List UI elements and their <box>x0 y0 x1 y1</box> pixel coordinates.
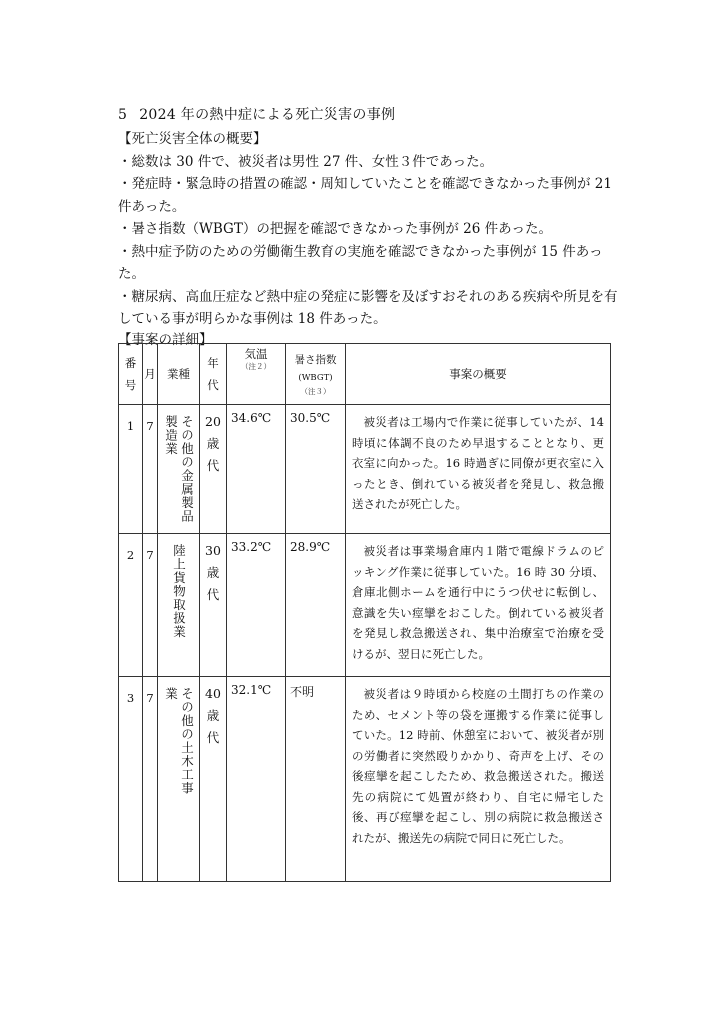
case-temperature: 32.1℃ <box>227 677 286 882</box>
case-month: 7 <box>143 405 158 534</box>
header-number-bottom: 号 <box>124 378 137 392</box>
case-industry: その他の金属製品製造業 <box>163 415 195 523</box>
case-age-suffix: 代 <box>206 587 220 602</box>
header-age-top: 年 <box>207 356 219 370</box>
table-row <box>119 534 611 677</box>
case-description: 被災者は事業場倉庫内１階で電線ドラムのピッキング作業に従事していた。16 時 30 分頃、倉庫北側ホームを通行中にうつ伏せに転倒し、意識を失い痙攣をおこした。倒れている被災者を発見し救急搬送され、集中治療室で治療を受けるが、翌日に死亡した。 <box>346 534 611 677</box>
header-month: 月 <box>143 344 158 405</box>
case-description: 被災者は９時頃から校庭の土間打ちの作業のため、セメント等の袋を運搬する作業に従事していた。12 時前、休憩室において、被災者が別の労働者に突然殴りかかり、奇声を上げ、その後痙攣を起こしたため、救急搬送された。搬送先の病院にて処置が終わり、自宅に帰宅した後、再び痙攣を起こし、別の病院に救急搬送されたが、搬送先の病院で同日に死亡した。 <box>346 677 611 882</box>
case-age-number: 30 <box>205 543 221 558</box>
case-age-unit: 歳 <box>206 436 220 451</box>
header-temperature-note: （注２） <box>241 362 271 371</box>
case-wbgt: 28.9℃ <box>286 534 346 677</box>
header-age-bottom: 代 <box>207 378 219 392</box>
section-heading <box>118 104 395 124</box>
case-age-number: 40 <box>205 686 221 701</box>
case-industry-cell <box>158 677 200 882</box>
case-age-suffix: 代 <box>206 730 220 745</box>
case-temperature: 33.2℃ <box>227 534 286 677</box>
header-temperature <box>227 344 286 405</box>
case-description: 被災者は工場内で作業に従事していたが、14 時頃に体調不良のため早退することとなり、更衣室に向かった。16 時過ぎに同僚が更衣室に入ったとき、倒れている被災者を発見し、救急搬送されたが死亡した。 <box>346 405 611 534</box>
case-number: 1 <box>119 405 143 534</box>
summary-item: ・熱中症予防のための労働衛生教育の実施を確認できなかった事例が 15 件あった。 <box>118 243 603 282</box>
case-industry: 陸上貨物取扱業 <box>171 544 187 639</box>
header-summary: 事案の概要 <box>346 344 611 405</box>
case-wbgt: 30.5℃ <box>286 405 346 534</box>
case-table <box>118 343 611 882</box>
case-industry-cell <box>158 405 200 534</box>
summary-block <box>118 128 618 331</box>
summary-item: ・総数は 30 件で、被災者は男性 27 件、女性３件であった。 <box>118 153 494 170</box>
case-industry-cell <box>158 534 200 677</box>
header-number-top: 番 <box>124 356 137 370</box>
table-row <box>119 677 611 882</box>
case-number: 2 <box>119 534 143 677</box>
summary-item: ・発症時・緊急時の措置の確認・周知していたことを確認できなかった事例が 21 件あった。 <box>118 176 612 215</box>
case-age-suffix: 代 <box>206 458 220 473</box>
case-age-cell <box>200 405 227 534</box>
table-header-row <box>119 344 611 405</box>
header-wbgt-note: （注３） <box>300 387 331 396</box>
header-age <box>200 344 227 405</box>
header-temperature-label: 気温 <box>244 347 268 361</box>
case-temperature: 34.6℃ <box>227 405 286 534</box>
case-number: 3 <box>119 677 143 882</box>
case-age-cell <box>200 677 227 882</box>
header-wbgt <box>286 344 346 405</box>
header-number <box>119 344 143 405</box>
details-title: 【事案の詳細】 <box>118 332 213 348</box>
case-age-unit: 歳 <box>206 708 220 723</box>
summary-item: ・暑さ指数（WBGT）の把握を確認できなかった事例が 26 件あった。 <box>118 221 552 237</box>
case-month: 7 <box>143 534 158 677</box>
case-age-number: 20 <box>205 414 221 429</box>
summary-item: ・糖尿病、高血圧症など熱中症の発症に影響を及ぼすおそれのある疾病や所見を有している事が明らかな事例は 18 件あった。 <box>118 288 618 327</box>
header-industry: 業種 <box>158 344 200 405</box>
case-age-cell <box>200 534 227 677</box>
case-month: 7 <box>143 677 158 882</box>
header-wbgt-abbrev: (WBGT) <box>298 373 333 383</box>
table-row <box>119 405 611 534</box>
case-age-unit: 歳 <box>206 565 220 580</box>
case-industry: その他の土木工事業 <box>163 687 195 795</box>
header-wbgt-label: 暑さ指数 <box>294 354 337 366</box>
section-title: 2024 年の熱中症による死亡災害の事例 <box>139 107 396 123</box>
section-number: 5 <box>118 107 128 123</box>
case-wbgt: 不明 <box>286 677 346 882</box>
summary-title: 【死亡災害全体の概要】 <box>118 131 267 147</box>
